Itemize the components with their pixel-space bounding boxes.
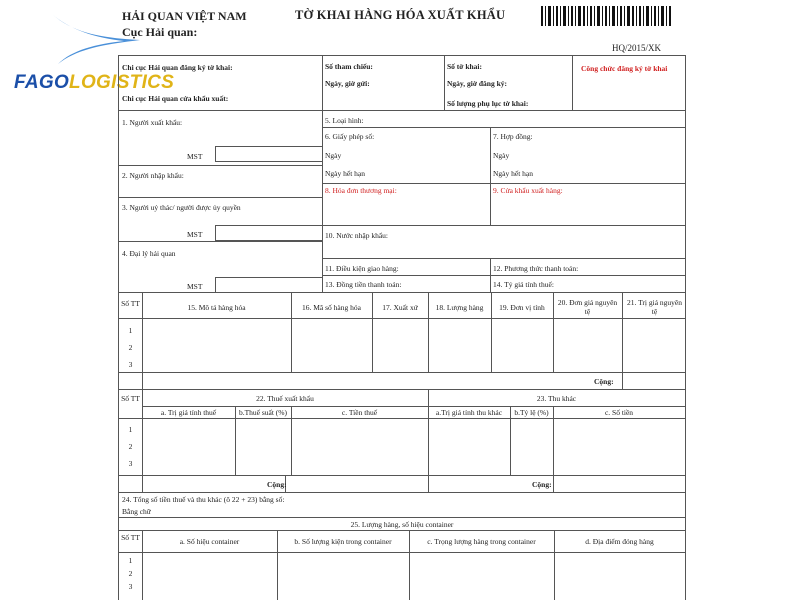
mst-input-1[interactable]	[215, 146, 322, 162]
container-title: 25. Lượng hàng, số hiệu container	[350, 520, 454, 529]
grand-total-label: 24. Tổng số tiền thuế và thu khác (ô 22 + 23) bằng số:	[122, 495, 285, 504]
container-row-no-1: 1	[128, 556, 133, 565]
export-tax-title: 22. Thuế xuất khẩu	[256, 394, 314, 403]
ref-no-label: Số tham chiếu:	[325, 62, 373, 71]
header-agency-block	[122, 8, 247, 40]
exit-office-label: Chi cục Hải quan cửa khẩu xuất:	[122, 94, 229, 103]
container-header-location: d. Địa điểm đóng hàng	[585, 537, 654, 546]
goods-total-label: Cộng:	[594, 377, 614, 386]
agency-name: HẢI QUAN VIỆT NAM	[122, 9, 247, 23]
goods-header-qty: 18. Lượng hàng	[435, 303, 484, 312]
other-total-label: Cộng:	[532, 480, 552, 489]
mst-label-2: MST	[187, 230, 203, 239]
goods-header-desc: 15. Mô tả hàng hóa	[187, 303, 246, 312]
trustee-label: 3. Người uỷ thác/ người được ủy quyền	[122, 203, 241, 212]
license-label: 6. Giấy phép số:	[325, 132, 375, 141]
reg-office-label: Chi cục Hải quan đăng ký tờ khai:	[122, 63, 233, 72]
import-country-label: 10. Nước nhập khẩu:	[325, 231, 389, 240]
mst-input-3[interactable]	[215, 277, 322, 293]
tax-header-amount: c. Tiền thuế	[341, 408, 378, 417]
exit-gate-label: 9. Cửa khẩu xuất hàng:	[493, 186, 563, 195]
form-code: HQ/2015/XK	[612, 43, 661, 53]
reg-time-label: Ngày, giờ đăng ký:	[447, 79, 507, 88]
in-words-label: Bằng chữ	[122, 507, 151, 516]
appendix-label: Số lượng phụ lục tờ khai:	[447, 99, 529, 108]
importer-label: 2. Người nhập khẩu:	[122, 171, 184, 180]
tax-header-no: Số TT	[121, 394, 140, 403]
agent-label: 4. Đại lý hải quan	[122, 249, 176, 258]
goods-row-no-2: 2	[128, 343, 133, 352]
license-expiry-label: Ngày hết hạn	[325, 169, 365, 178]
decl-no-label: Số tờ khai:	[447, 62, 482, 71]
container-header-no: Số TT	[121, 533, 140, 542]
department-label: Cục Hải quan:	[122, 25, 198, 39]
goods-header-unit: 19. Đơn vị tính	[499, 303, 545, 312]
payment-method-label: 12. Phương thức thanh toán:	[493, 264, 579, 273]
other-tax-title: 23. Thu khác	[536, 394, 577, 403]
goods-header-no: Số TT	[121, 299, 140, 308]
tax-row-no-2: 2	[128, 442, 133, 451]
goods-header-hs: 16. Mã số hàng hóa	[302, 303, 361, 312]
goods-row-no-1: 1	[128, 326, 133, 335]
goods-row-no-3: 3	[128, 360, 133, 369]
sent-time-label: Ngày, giờ gửi:	[325, 79, 370, 88]
mst-input-2[interactable]	[215, 225, 322, 241]
barcode-icon	[541, 6, 671, 26]
contract-date-label: Ngày	[493, 151, 510, 160]
delivery-terms-label: 11. Điều kiện giao hàng:	[325, 264, 399, 273]
container-header-packages: b. Số lượng kiện trong container	[294, 537, 392, 546]
container-row-no-2: 2	[128, 569, 133, 578]
container-header-number: a. Số hiệu container	[179, 537, 240, 546]
tax-total-label: Cộng:	[267, 480, 287, 489]
logo-text-logistics: LOGISTICS	[69, 72, 175, 93]
container-row-no-3: 3	[128, 582, 133, 591]
section-top-border	[119, 55, 685, 56]
logo-text-fago: FAGO	[14, 72, 70, 93]
tax-header-taxable-value: a. Trị giá tính thuế	[160, 408, 217, 417]
mst-label-3: MST	[187, 282, 203, 291]
other-header-rate: b.Tỷ lệ (%)	[514, 408, 549, 417]
container-header-weight: c. Trọng lượng hàng trong container	[427, 537, 536, 546]
tax-row-no-1: 1	[128, 425, 133, 434]
declaration-form	[118, 55, 686, 600]
other-header-value: a.Trị giá tính thu khác	[435, 408, 503, 417]
mst-label-1: MST	[187, 152, 203, 161]
goods-header-origin: 17. Xuất xứ	[382, 303, 418, 312]
other-header-amount: c. Số tiền	[604, 408, 634, 417]
exchange-rate-label: 14. Tỷ giá tính thuế:	[493, 280, 554, 289]
type-label: 5. Loại hình:	[325, 116, 364, 125]
tax-header-rate: b.Thuế suất (%)	[238, 408, 288, 417]
license-date-label: Ngày	[325, 151, 342, 160]
payment-currency-label: 13. Đồng tiền thanh toán:	[325, 280, 402, 289]
officer-label: Công chức đăng ký tờ khai	[581, 64, 668, 73]
exporter-label: 1. Người xuất khẩu:	[122, 118, 183, 127]
form-title: TỜ KHAI HÀNG HÓA XUẤT KHẨU	[295, 8, 506, 22]
goods-header-value: 21. Trị giá nguyên tệ	[626, 298, 682, 316]
tax-row-no-3: 3	[128, 459, 133, 468]
contract-expiry-label: Ngày hết hạn	[493, 169, 533, 178]
invoice-label: 8. Hóa đơn thương mại:	[325, 186, 397, 195]
goods-header-unit-price: 20. Đơn giá nguyên tệ	[557, 298, 618, 316]
contract-label: 7. Hợp đồng:	[493, 132, 533, 141]
